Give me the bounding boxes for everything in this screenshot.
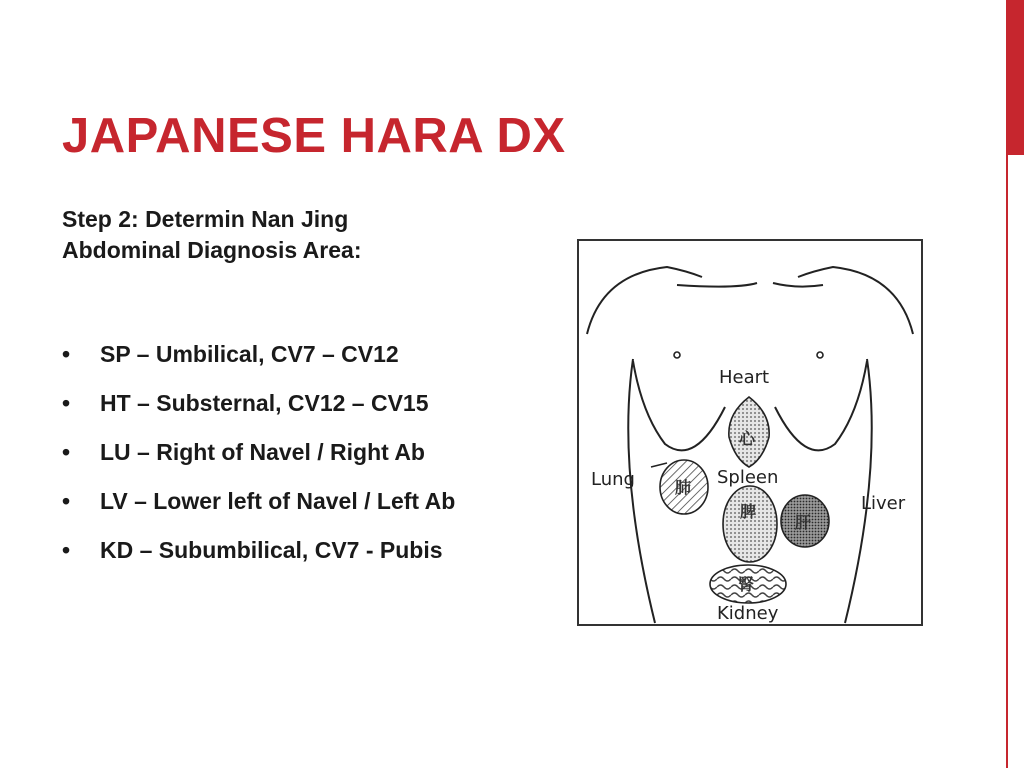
bullet-item-lv xyxy=(62,485,522,517)
kidney-glyph: 腎 xyxy=(738,575,755,594)
abdominal-diagram xyxy=(577,239,923,626)
bullet-text: LV – Lower left of Navel / Left Ab xyxy=(100,488,456,514)
bullet-item-ht xyxy=(62,387,522,419)
bullet-item-sp xyxy=(62,338,522,370)
heart-glyph: 心 xyxy=(739,429,756,448)
bullet-list xyxy=(62,338,522,583)
bullet-dot: • xyxy=(62,488,71,514)
lung-label: Lung xyxy=(591,469,635,490)
bullet-dot: • xyxy=(62,341,71,367)
bullet-dot: • xyxy=(62,537,71,563)
kidney-label: Kidney xyxy=(717,603,779,624)
heart-label: Heart xyxy=(719,367,770,388)
bullet-dot: • xyxy=(62,439,71,465)
bullet-item-lu xyxy=(62,436,522,468)
spleen-region xyxy=(723,486,777,562)
accent-edge-line xyxy=(1006,155,1008,768)
step-line-1: Step 2: Determin Nan Jing xyxy=(62,206,349,232)
liver-label: Liver xyxy=(861,493,906,514)
bullet-text: HT – Substernal, CV12 – CV15 xyxy=(100,390,429,416)
bullet-text: LU – Right of Navel / Right Ab xyxy=(100,439,425,465)
bullet-item-kd xyxy=(62,534,522,566)
step-line-2: Abdominal Diagnosis Area: xyxy=(62,237,362,263)
step-text xyxy=(62,204,482,266)
bullet-text: KD – Subumbilical, CV7 - Pubis xyxy=(100,537,443,563)
bullet-text: SP – Umbilical, CV7 – CV12 xyxy=(100,341,399,367)
slide-title: JAPANESE HARA DX xyxy=(62,109,566,163)
abdominal-diagram-svg xyxy=(577,239,923,626)
bullet-dot: • xyxy=(62,390,71,416)
accent-bar xyxy=(1006,0,1024,155)
spleen-label: Spleen xyxy=(717,467,779,488)
lung-glyph: 肺 xyxy=(675,478,692,497)
spleen-glyph: 脾 xyxy=(740,502,757,521)
liver-glyph: 肝 xyxy=(795,513,812,532)
